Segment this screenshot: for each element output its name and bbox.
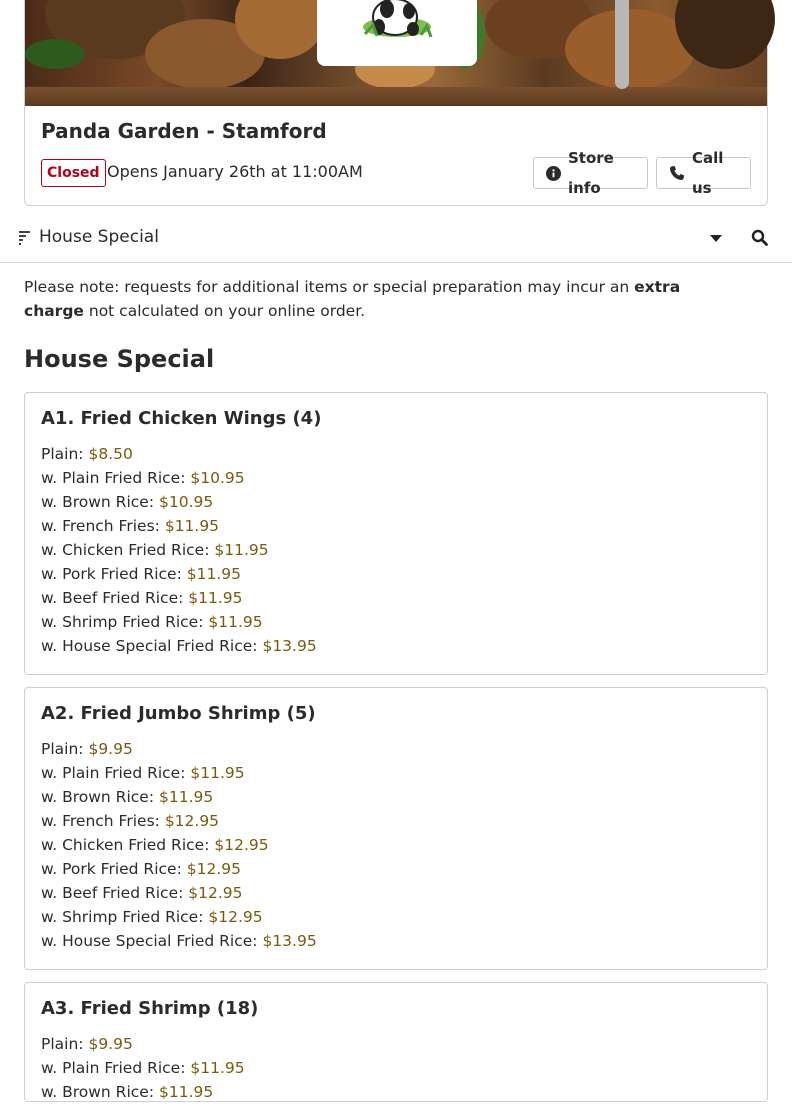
price-label: w. Plain Fried Rice:: [41, 469, 186, 487]
phone-icon: [669, 165, 685, 181]
price-label: w. Chicken Fried Rice:: [41, 541, 210, 559]
price-label: w. Plain Fried Rice:: [41, 764, 186, 782]
list-icon: [19, 231, 31, 245]
price-value: $11.95: [188, 589, 243, 607]
price-value: $12.95: [164, 812, 220, 830]
price-row: [41, 514, 317, 538]
price-row: [41, 1056, 245, 1080]
price-value: $12.95: [214, 836, 269, 854]
price-label: w. Shrimp Fried Rice:: [41, 613, 204, 631]
item-title: A3. Fried Shrimp (18): [41, 998, 259, 1019]
section-title: House Special: [24, 345, 215, 373]
price-label: w. Brown Rice:: [41, 1083, 155, 1101]
price-label: w. Beef Fried Rice:: [41, 884, 184, 902]
menu-item-card[interactable]: [24, 687, 768, 970]
price-label: w. Plain Fried Rice:: [41, 1059, 186, 1077]
restaurant-header-card: [24, 0, 768, 206]
price-row: [41, 1032, 245, 1056]
price-value: $11.95: [164, 517, 220, 535]
price-row: [41, 490, 317, 514]
opening-time-text: Opens January 26th at 11:00AM: [107, 162, 363, 181]
price-value: $11.95: [158, 788, 214, 806]
note-text-before: Please note: requests for additional items or special preparation may incur an: [24, 278, 635, 296]
price-value: $12.95: [188, 884, 243, 902]
price-row: [41, 562, 317, 586]
menu-item-card[interactable]: [24, 982, 768, 1102]
price-list: [41, 737, 317, 953]
info-circle-icon: [546, 166, 561, 181]
note-bold: extra charge: [24, 278, 681, 320]
price-label: w. Pork Fried Rice:: [41, 860, 182, 878]
restaurant-name: Panda Garden - Stamford: [41, 119, 327, 143]
price-label: w. French Fries:: [41, 812, 160, 830]
restaurant-logo: [317, 0, 477, 66]
price-label: w. French Fries:: [41, 517, 160, 535]
price-row: [41, 809, 317, 833]
price-list: [41, 442, 317, 658]
price-row: [41, 442, 317, 466]
price-row: [41, 761, 317, 785]
price-row: [41, 905, 317, 929]
price-label: Plain:: [41, 445, 84, 463]
price-label: w. Pork Fried Rice:: [41, 565, 182, 583]
menu-item-card[interactable]: [24, 392, 768, 675]
caret-down-icon[interactable]: [709, 234, 723, 243]
extra-charge-note: [24, 275, 744, 323]
item-title: A1. Fried Chicken Wings (4): [41, 408, 322, 429]
price-row: [41, 929, 317, 953]
price-value: $11.95: [190, 1059, 245, 1077]
price-label: Plain:: [41, 1035, 84, 1053]
price-label: w. Shrimp Fried Rice:: [41, 908, 204, 926]
call-us-label: Call us: [692, 149, 724, 197]
category-bar: [0, 214, 792, 263]
search-icon[interactable]: [751, 229, 768, 246]
price-value: $13.95: [262, 637, 317, 655]
store-info-button[interactable]: [533, 149, 648, 197]
price-row: [41, 785, 317, 809]
price-label: w. Brown Rice:: [41, 493, 155, 511]
price-value: $11.95: [186, 565, 241, 583]
price-value: $11.95: [158, 1083, 214, 1101]
price-row: [41, 538, 317, 562]
price-value: $11.95: [214, 541, 269, 559]
price-label: w. Brown Rice:: [41, 788, 155, 806]
call-us-button[interactable]: [656, 149, 751, 197]
price-list: [41, 1032, 245, 1104]
price-value: $12.95: [186, 860, 241, 878]
price-row: [41, 833, 317, 857]
price-value: $9.95: [88, 740, 133, 758]
store-info-label: Store info: [568, 149, 614, 197]
price-row: [41, 634, 317, 658]
price-label: w. Beef Fried Rice:: [41, 589, 184, 607]
price-label: w. House Special Fried Rice:: [41, 637, 258, 655]
price-row: [41, 737, 317, 761]
note-text-after: not calculated on your online order.: [83, 302, 366, 320]
price-value: $8.50: [88, 445, 133, 463]
category-selector[interactable]: House Special: [39, 227, 159, 247]
price-row: [41, 857, 317, 881]
status-row: [41, 149, 751, 197]
price-value: $10.95: [158, 493, 214, 511]
price-value: $13.95: [262, 932, 317, 950]
price-label: Plain:: [41, 740, 84, 758]
price-value: $12.95: [208, 908, 263, 926]
item-title: A2. Fried Jumbo Shrimp (5): [41, 703, 316, 724]
price-value: $11.95: [190, 764, 245, 782]
price-row: [41, 610, 317, 634]
status-badge: Closed: [41, 159, 106, 187]
price-row: [41, 1080, 245, 1104]
price-label: w. House Special Fried Rice:: [41, 932, 258, 950]
price-value: $9.95: [88, 1035, 133, 1053]
price-label: w. Chicken Fried Rice:: [41, 836, 210, 854]
price-value: $10.95: [190, 469, 245, 487]
price-row: [41, 586, 317, 610]
price-value: $11.95: [208, 613, 263, 631]
price-row: [41, 881, 317, 905]
price-row: [41, 466, 317, 490]
